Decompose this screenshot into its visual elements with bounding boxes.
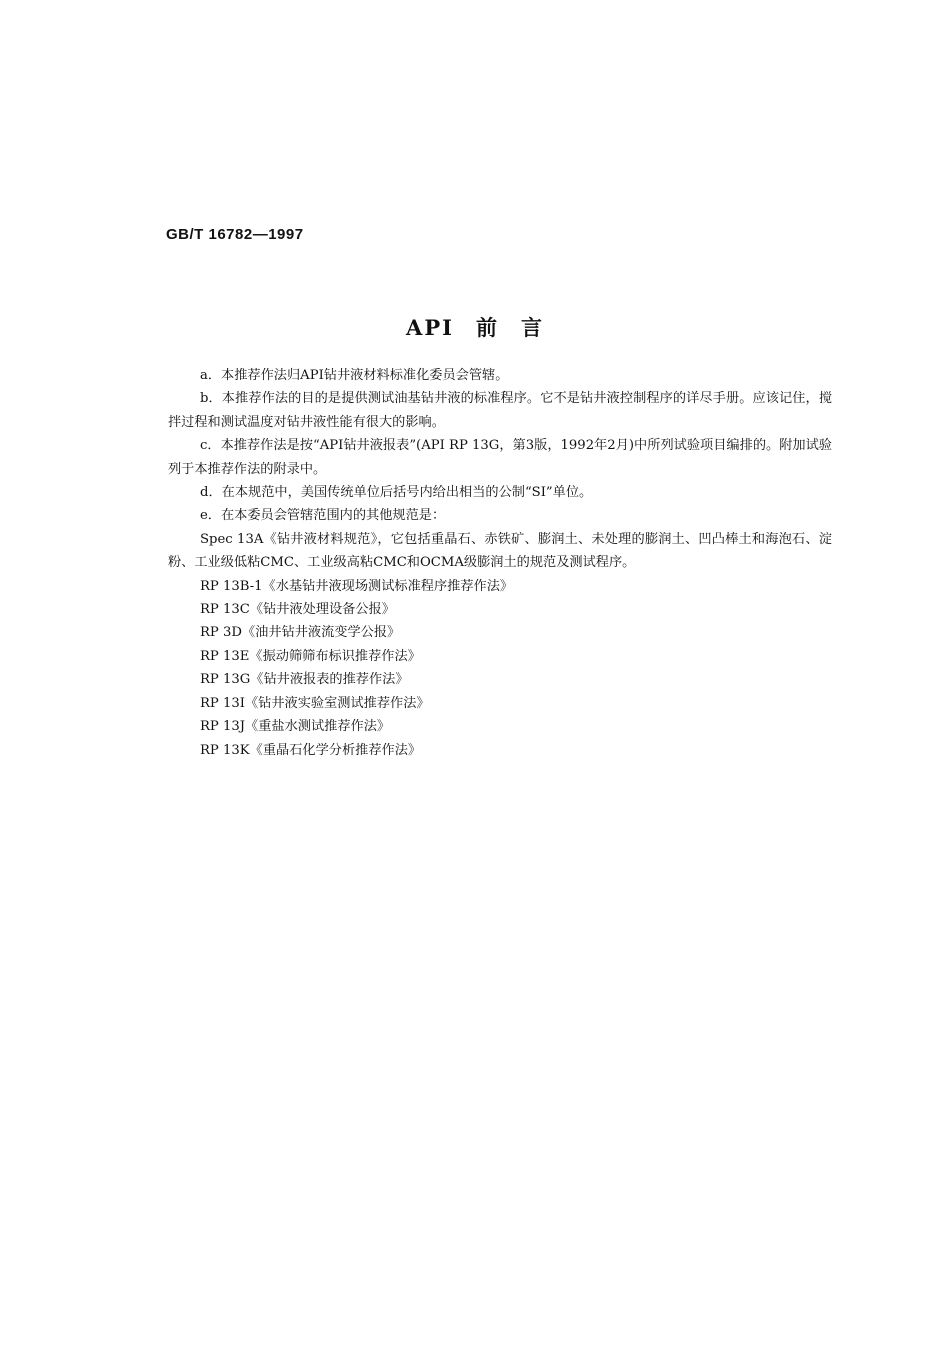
page-title <box>0 312 950 342</box>
paragraph-spec-13a: Spec 13A《钻井液材料规范》，它包括重晶石、赤铁矿、膨润土、未处理的膨润土、凹凸棒土和海泡石、淀粉、工业级低粘CMC、工业级高粘CMC和OCMA级膨润土的规范及测试程序。 <box>168 531 832 571</box>
title-qian: 前 <box>475 315 499 340</box>
reference-item: RP 13E《振动筛筛布标识推荐作法》 <box>200 648 421 664</box>
reference-item: RP 3D《油井钻井液流变学公报》 <box>200 625 401 641</box>
title-yan: 言 <box>520 315 544 340</box>
standard-code: GB/T 16782—1997 <box>166 226 304 243</box>
paragraph-d: d．在本规范中，美国传统单位后括号内给出相当的公制“SI”单位。 <box>200 485 593 501</box>
paragraph-c: c．本推荐作法是按“API钻井液报表”(API RP 13G，第3版，1992年2月)中所列试验项目编排的。附加试验列于本推荐作法的附录中。 <box>168 438 832 477</box>
reference-item: RP 13B-1《水基钻井液现场测试标准程序推荐作法》 <box>200 578 514 594</box>
reference-item: RP 13I《钻井液实验室测试推荐作法》 <box>200 695 430 711</box>
paragraph-a: a．本推荐作法归API钻井液材料标准化委员会管辖。 <box>200 368 509 383</box>
reference-item: RP 13J《重盐水测试推荐作法》 <box>200 719 391 735</box>
foreword-body <box>168 364 832 762</box>
paragraph-b: b．本推荐作法的目的是提供测试油基钻井液的标准程序。它不是钻井液控制程序的详尽手册。应该记住，搅拌过程和测试温度对钻井液性能有很大的影响。 <box>168 391 832 430</box>
title-api: API <box>406 315 454 340</box>
reference-item: RP 13G《钻井液报表的推荐作法》 <box>200 672 409 688</box>
paragraph-e: e．在本委员会管辖范围内的其他规范是： <box>200 508 446 524</box>
reference-item: RP 13K《重晶石化学分析推荐作法》 <box>200 742 422 758</box>
reference-item: RP 13C《钻井液处理设备公报》 <box>200 602 395 618</box>
